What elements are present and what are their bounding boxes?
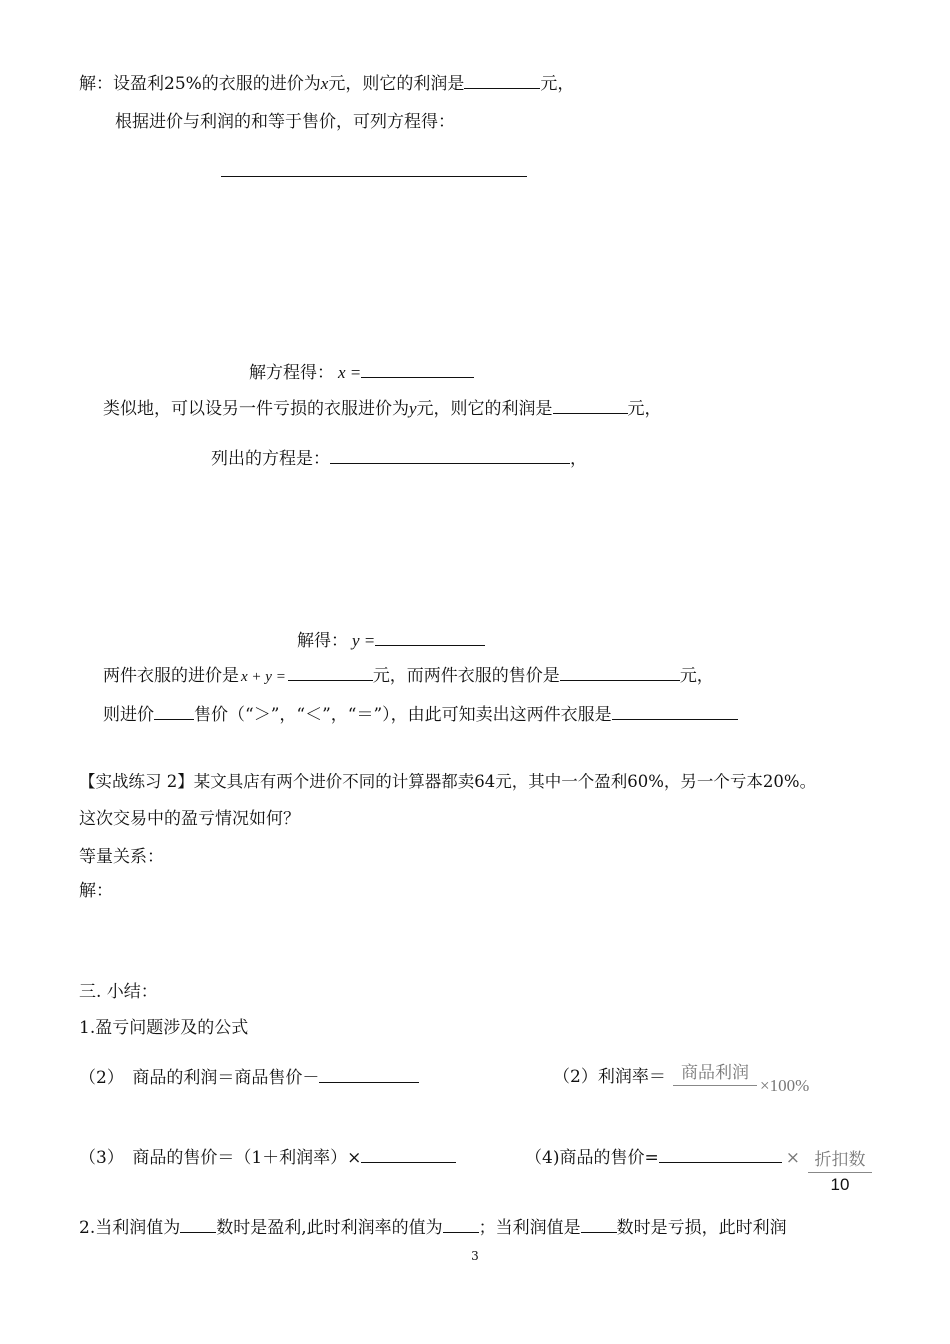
formula-profit-text: （2） 商品的利润＝商品售价－ bbox=[79, 1068, 320, 1088]
item2-text-c: ；当利润值是 bbox=[478, 1218, 581, 1238]
practice2-problem: 【实战练习 2】某文具店有两个进价不同的计算器都卖64元，其中一个盈利60%，另一个亏本20%。 bbox=[79, 772, 817, 791]
compare-q1: 则进价 bbox=[103, 705, 154, 725]
solve1-text-c: 元， bbox=[540, 74, 575, 94]
rate-sign-blank[interactable] bbox=[443, 1216, 479, 1233]
cost-price-blank[interactable] bbox=[319, 1066, 419, 1083]
y-answer-blank[interactable] bbox=[375, 629, 485, 646]
equation2-blank[interactable] bbox=[330, 447, 570, 464]
equation2-label: 列出的方程是： bbox=[211, 449, 330, 469]
compare-conclusion-line bbox=[103, 703, 738, 726]
formula-discount bbox=[525, 1146, 800, 1169]
discount-denominator: 10 bbox=[830, 1175, 850, 1194]
formula-profit bbox=[79, 1066, 419, 1089]
multiplier-blank[interactable] bbox=[361, 1146, 456, 1163]
variable-y: y bbox=[409, 399, 417, 418]
compare-line bbox=[103, 664, 714, 688]
solve2-text-c: 元， bbox=[627, 399, 662, 419]
sign-blank-2[interactable] bbox=[581, 1216, 617, 1233]
summary-heading: 三. 小结： bbox=[79, 982, 158, 1002]
times-sign: × bbox=[785, 1148, 800, 1168]
compare-text-a: 两件衣服的进价是 bbox=[103, 666, 239, 686]
formula-profit-rate-prefix: （2）利润率＝ bbox=[553, 1067, 666, 1087]
profit-y-blank[interactable] bbox=[553, 397, 628, 414]
y-equals: y = bbox=[352, 631, 376, 650]
solution-label: 解： bbox=[79, 881, 113, 901]
formula-selling-price bbox=[79, 1146, 456, 1169]
total-cost-blank[interactable] bbox=[288, 664, 373, 681]
solve1-line bbox=[79, 72, 574, 95]
profit-rate-fraction bbox=[673, 1058, 757, 1088]
compare-text-c: 元， bbox=[679, 666, 714, 686]
profit-blank[interactable] bbox=[464, 72, 540, 89]
equation-instruction: 根据进价与利润的和等于售价，可列方程得： bbox=[115, 112, 455, 132]
solve-x-line bbox=[249, 361, 474, 384]
equation2-line bbox=[211, 447, 587, 470]
item2-text-b: 数时是盈利,此时利润率的值为 bbox=[216, 1218, 443, 1238]
summary-item-1: 1.盈亏问题涉及的公式 bbox=[79, 1018, 249, 1038]
discount-numerator: 折扣数 bbox=[814, 1150, 866, 1170]
solve-x-label: 解方程得： bbox=[249, 363, 334, 383]
page-number: 3 bbox=[471, 1249, 479, 1263]
fraction-bar bbox=[673, 1085, 757, 1086]
formula-selling-price-text: （3） 商品的售价＝（1＋利润率）× bbox=[79, 1148, 362, 1168]
sign-blank-1[interactable] bbox=[180, 1216, 216, 1233]
solve-y-label: 解得： bbox=[297, 631, 348, 651]
x-equals: x = bbox=[338, 363, 362, 382]
solve2-text-a: 类似地，可以设另一件亏损的衣服进价为 bbox=[103, 399, 409, 419]
profit-rate-suffix: ×100% bbox=[760, 1076, 810, 1095]
practice2-question: 这次交易中的盈亏情况如何？ bbox=[79, 809, 300, 829]
compare-q2: 售价（“＞”，“＜”，“＝”），由此可知卖出这两件衣服是 bbox=[194, 705, 612, 725]
profit-rate-numerator: 商品利润 bbox=[681, 1063, 749, 1083]
relation-blank[interactable] bbox=[154, 703, 194, 720]
compare-text-b: 元，而两件衣服的售价是 bbox=[372, 666, 560, 686]
item2-text-d: 数时是亏损，此时利润 bbox=[616, 1218, 787, 1238]
solve1-text-a: 解：设盈利25%的衣服的进价为 bbox=[79, 74, 321, 94]
total-price-blank[interactable] bbox=[560, 664, 680, 681]
solve-y-line bbox=[297, 629, 485, 652]
original-price-blank[interactable] bbox=[659, 1146, 782, 1163]
x-answer-blank[interactable] bbox=[361, 361, 474, 378]
solve1-text-b: 元，则它的利润是 bbox=[328, 74, 465, 94]
conclusion-blank[interactable] bbox=[612, 703, 738, 720]
discount-fraction bbox=[808, 1145, 872, 1195]
fraction-bar bbox=[808, 1172, 872, 1173]
equation-answer-line[interactable] bbox=[221, 176, 527, 177]
solve2-line bbox=[103, 397, 662, 420]
equivalence-label: 等量关系： bbox=[79, 847, 164, 867]
formula-discount-text: （4)商品的售价= bbox=[525, 1148, 659, 1168]
variable-x: x bbox=[320, 74, 329, 93]
item2-text-a: 2.当利润值为 bbox=[79, 1218, 181, 1238]
summary-item-2 bbox=[79, 1216, 787, 1239]
equation2-end: ， bbox=[570, 449, 587, 469]
solve2-text-b: 元，则它的利润是 bbox=[416, 399, 553, 419]
x-plus-y: x + y = bbox=[241, 669, 286, 685]
